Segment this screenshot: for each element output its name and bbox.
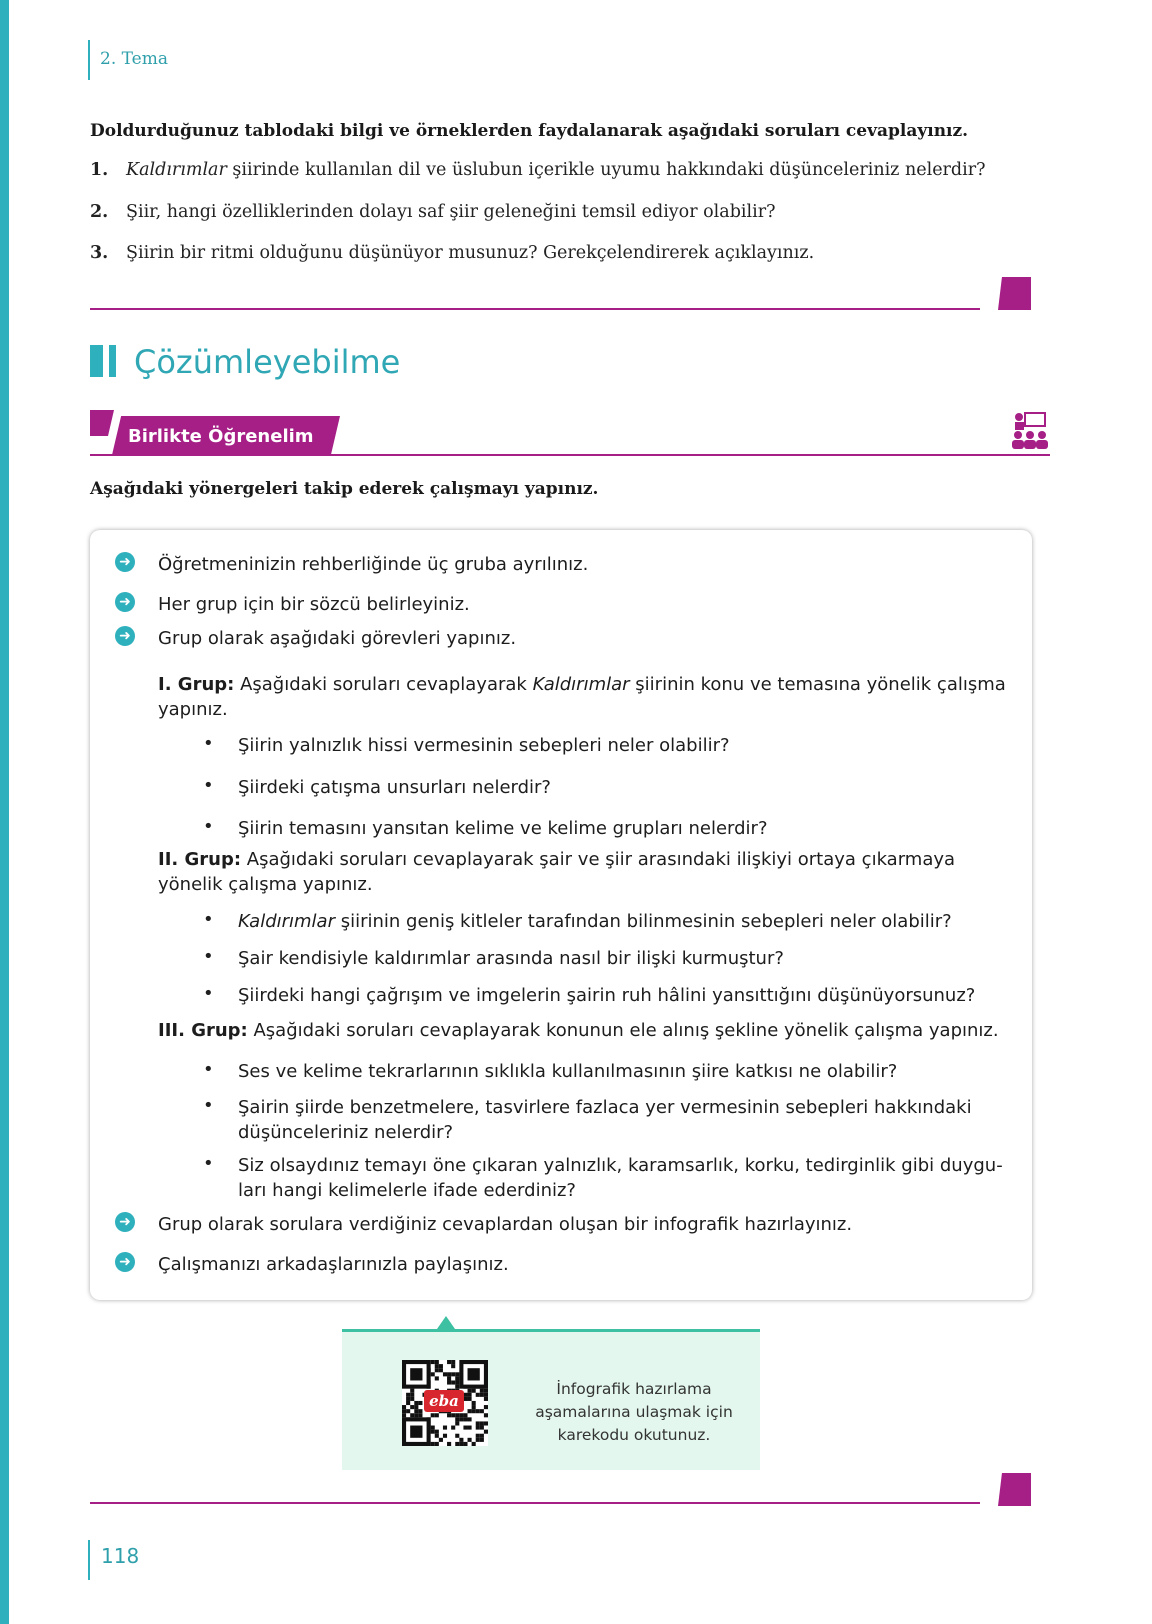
- group-1-item-2: Şiirdeki çatışma unsurları nelerdir?: [238, 777, 551, 798]
- bullet-icon: •: [203, 1059, 214, 1080]
- arrow-right-circle-icon: ➜: [115, 552, 135, 572]
- section-title: Çözümleyebilme: [134, 343, 401, 381]
- question-2: 2. Şiir, hangi özelliklerinden dolayı saf şiir geleneğini temsil ediyor olabilir?: [90, 202, 776, 222]
- group-3-item-1: Ses ve kelime tekrarlarının sıklıkla kullanılmasının şiire katkısı ne olabilir?: [238, 1061, 898, 1082]
- tab-underline: [90, 454, 1050, 456]
- arrow-right-circle-icon: ➜: [115, 1212, 135, 1232]
- group-2-item-3: Şiirdeki hangi çağrışım ve imgelerin şairin ruh hâlini yansıttığını düşünüyorsunuz?: [238, 985, 976, 1006]
- eba-logo: eba: [424, 1390, 464, 1412]
- question-1: 1. Kaldırımlar şiirinde kullanılan dil ve üslubun içerikle uyumu hakkındaki düşünceleriniz nelerdir?: [90, 160, 986, 180]
- group-3-item-2: Şairin şiirde benzetmelere, tasvirlere fazlaca yer vermesinin sebepleri hakkındaki düşünceleriniz nelerdir?: [238, 1097, 972, 1143]
- page-number: 118: [101, 1544, 140, 1568]
- bullet-icon: •: [203, 1095, 214, 1116]
- divider-block: [998, 277, 1031, 310]
- bullet-icon: •: [203, 983, 214, 1004]
- intro-text: Doldurduğunuz tablodaki bilgi ve örneklerden faydalanarak aşağıdaki soruları cevaplayınız.: [90, 121, 969, 141]
- divider-block: [998, 1473, 1031, 1506]
- group-2-item-2: Şair kendisiyle kaldırımlar arasında nasıl bir ilişki kurmuştur?: [238, 948, 784, 969]
- bullet-icon: •: [203, 946, 214, 967]
- group-3-heading: III. Grup: Aşağıdaki soruları cevaplayarak konunun ele alınış şekline yönelik çalışma yapınız.: [158, 1020, 999, 1041]
- tab-accent: [90, 410, 114, 436]
- section-marker: [90, 345, 103, 377]
- bullet-icon: •: [203, 733, 214, 754]
- bottom-divider: [90, 1502, 980, 1504]
- group-1-heading: I. Grup: Aşağıdaki soruları cevaplayarak Kaldırımlar şiirinin konu ve temasına yönelik çalışma yapınız.: [158, 674, 1006, 720]
- group-2-heading: II. Grup: Aşağıdaki soruları cevaplayarak şair ve şiir arasındaki ilişkiyi ortaya çıkarmaya yönelik çalışma yapınız.: [158, 849, 956, 895]
- footer-rule: [88, 1540, 90, 1580]
- header-rule: [88, 40, 90, 80]
- qr-pointer: [437, 1316, 455, 1329]
- qr-instruction: İnfografik hazırlama aşamalarına ulaşmak için karekodu okutunuz.: [535, 1380, 733, 1444]
- theme-label: 2. Tema: [100, 49, 168, 69]
- group-1-item-3: Şiirin temasını yansıtan kelime ve kelime grupları nelerdir?: [238, 818, 768, 839]
- instructions-text: Aşağıdaki yönergeleri takip ederek çalışmayı yapınız.: [90, 479, 599, 499]
- section-marker-thin: [109, 345, 116, 377]
- bullet-icon: •: [203, 816, 214, 837]
- step-1: Öğretmeninizin rehberliğinde üç gruba ayrılınız.: [158, 554, 589, 575]
- group-3-item-3: Siz olsaydınız temayı öne çıkaran yalnızlık, karamsarlık, korku, tedirginlik gibi duyguları hangi kelimelerle ifade ederdiniz?: [238, 1155, 1003, 1201]
- bullet-icon: •: [203, 775, 214, 796]
- step-3: Grup olarak aşağıdaki görevleri yapınız.: [158, 628, 517, 649]
- arrow-right-circle-icon: ➜: [115, 1252, 135, 1272]
- group-2-item-1: Kaldırımlar şiirinin geniş kitleler tarafından bilinmesinin sebepleri neler olabilir?: [238, 911, 952, 932]
- bullet-icon: •: [203, 909, 214, 930]
- step-4: Grup olarak sorulara verdiğiniz cevaplardan oluşan bir infografik hazırlayınız.: [158, 1214, 853, 1235]
- left-edge-strip: [0, 0, 9, 1624]
- bullet-icon: •: [203, 1153, 214, 1174]
- arrow-right-circle-icon: ➜: [115, 592, 135, 612]
- step-5: Çalışmanızı arkadaşlarınızla paylaşınız.: [158, 1254, 509, 1275]
- tab-label: Birlikte Öğrenelim: [128, 426, 314, 447]
- group-1-item-1: Şiirin yalnızlık hissi vermesinin sebepleri neler olabilir?: [238, 735, 730, 756]
- arrow-right-circle-icon: ➜: [115, 626, 135, 646]
- question-3: 3. Şiirin bir ritmi olduğunu düşünüyor musunuz? Gerekçelendirerek açıklayınız.: [90, 243, 815, 263]
- step-2: Her grup için bir sözcü belirleyiniz.: [158, 594, 470, 615]
- section-divider: [90, 308, 980, 310]
- classroom-group-icon: [1010, 410, 1050, 450]
